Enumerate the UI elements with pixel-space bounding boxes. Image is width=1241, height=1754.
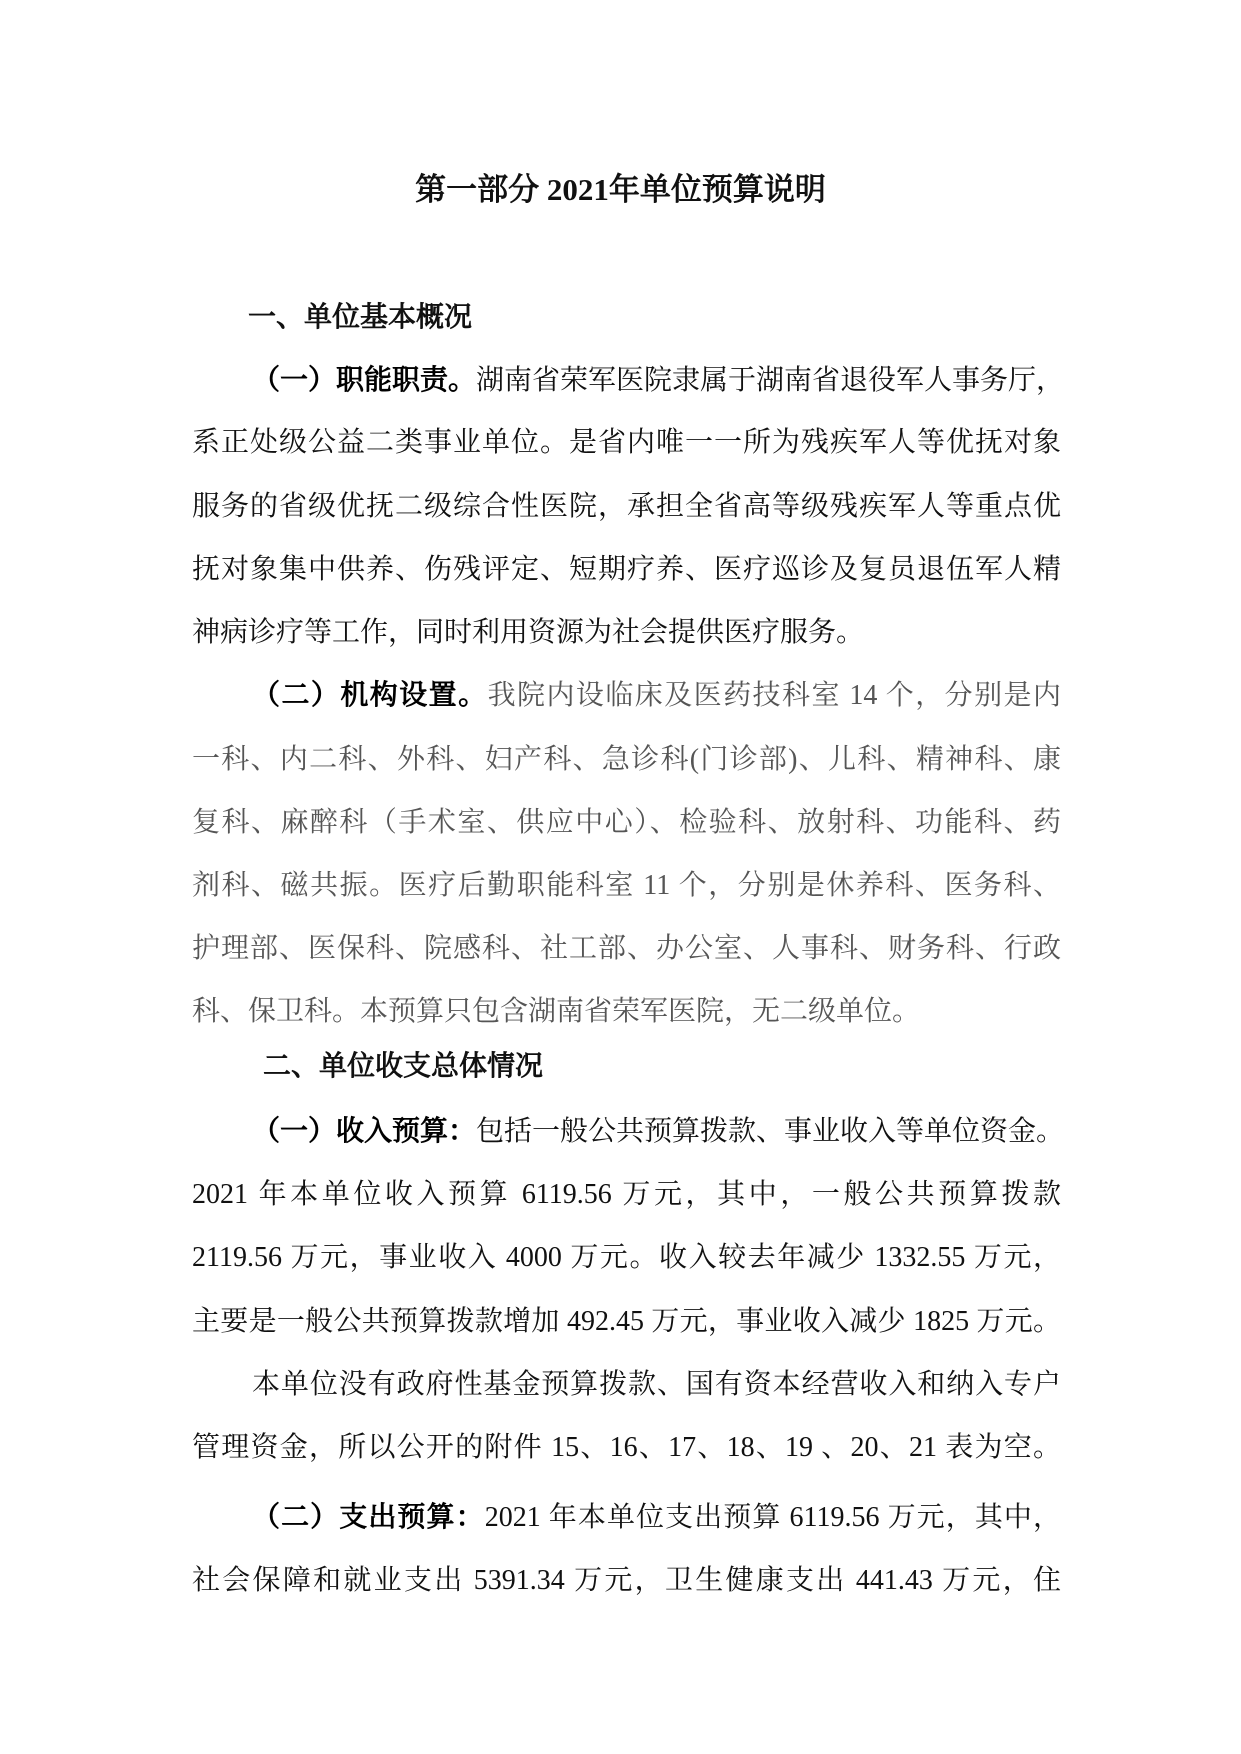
paragraph-line: 神病诊疗等工作，同时利用资源为社会提供医疗服务。 bbox=[192, 617, 865, 648]
paragraph-line: 本单位没有政府性基金预算拨款、国有资本经营收入和纳入专户 bbox=[252, 1369, 1061, 1400]
line-text: 湖南省荣军医院隶属于湖南省退役军人事务厅， bbox=[476, 365, 1065, 396]
line-text: 我院内设临床及医药技科室 14 个，分别是内 bbox=[487, 680, 1061, 711]
paragraph-lead: （一）职能职责。 bbox=[252, 365, 477, 396]
section-heading-basic-overview: 一、单位基本概况 bbox=[248, 302, 473, 333]
paragraph-line: 管理资金，所以公开的附件 15、16、17、18、19 、20、21 表为空。 bbox=[192, 1432, 1061, 1463]
paragraph-lead: （一）收入预算： bbox=[252, 1116, 477, 1147]
paragraph-line: 复科、麻醉科（手术室、供应中心）、检验科、放射科、功能科、药 bbox=[192, 807, 1061, 838]
paragraph-line bbox=[252, 363, 1065, 399]
paragraph-line bbox=[252, 678, 1061, 714]
section-heading-budget-overview: 二、单位收支总体情况 bbox=[263, 1051, 544, 1082]
paragraph-line: 主要是一般公共预算拨款增加 492.45 万元，事业收入减少 1825 万元。 bbox=[192, 1306, 1061, 1337]
paragraph-lead: （二）支出预算： bbox=[252, 1502, 485, 1533]
line-text: 包括一般公共预算拨款、事业收入等单位资金。 bbox=[476, 1116, 1065, 1147]
paragraph-line bbox=[252, 1500, 1061, 1536]
paragraph-line: 系正处级公益二类事业单位。是省内唯一一所为残疾军人等优抚对象 bbox=[192, 427, 1061, 458]
paragraph-line: 2119.56 万元，事业收入 4000 万元。收入较去年减少 1332.55 万元， bbox=[192, 1242, 1061, 1273]
paragraph-line: 2021 年本单位收入预算 6119.56 万元，其中，一般公共预算拨款 bbox=[192, 1179, 1061, 1210]
paragraph-line: 剂科、磁共振。医疗后勤职能科室 11 个，分别是休养科、医务科、 bbox=[192, 870, 1061, 901]
paragraph-line: 社会保障和就业支出 5391.34 万元，卫生健康支出 441.43 万元，住 bbox=[192, 1565, 1061, 1596]
paragraph-line: 护理部、医保科、院感科、社工部、办公室、人事科、财务科、行政 bbox=[192, 933, 1061, 964]
paragraph-line: 服务的省级优抚二级综合性医院，承担全省高等级残疾军人等重点优 bbox=[192, 491, 1061, 522]
paragraph-line: 抚对象集中供养、伤残评定、短期疗养、医疗巡诊及复员退伍军人精 bbox=[192, 554, 1061, 585]
paragraph-line: 科、保卫科。本预算只包含湖南省荣军医院，无二级单位。 bbox=[192, 996, 921, 1027]
paragraph-line bbox=[252, 1114, 1065, 1150]
page-title: 第一部分 2021年单位预算说明 bbox=[415, 172, 826, 207]
line-text: 2021 年本单位支出预算 6119.56 万元，其中， bbox=[484, 1502, 1061, 1533]
paragraph-lead: （二）机构设置。 bbox=[252, 680, 488, 711]
paragraph-line: 一科、内二科、外科、妇产科、急诊科(门诊部)、儿科、精神科、康 bbox=[192, 744, 1061, 775]
